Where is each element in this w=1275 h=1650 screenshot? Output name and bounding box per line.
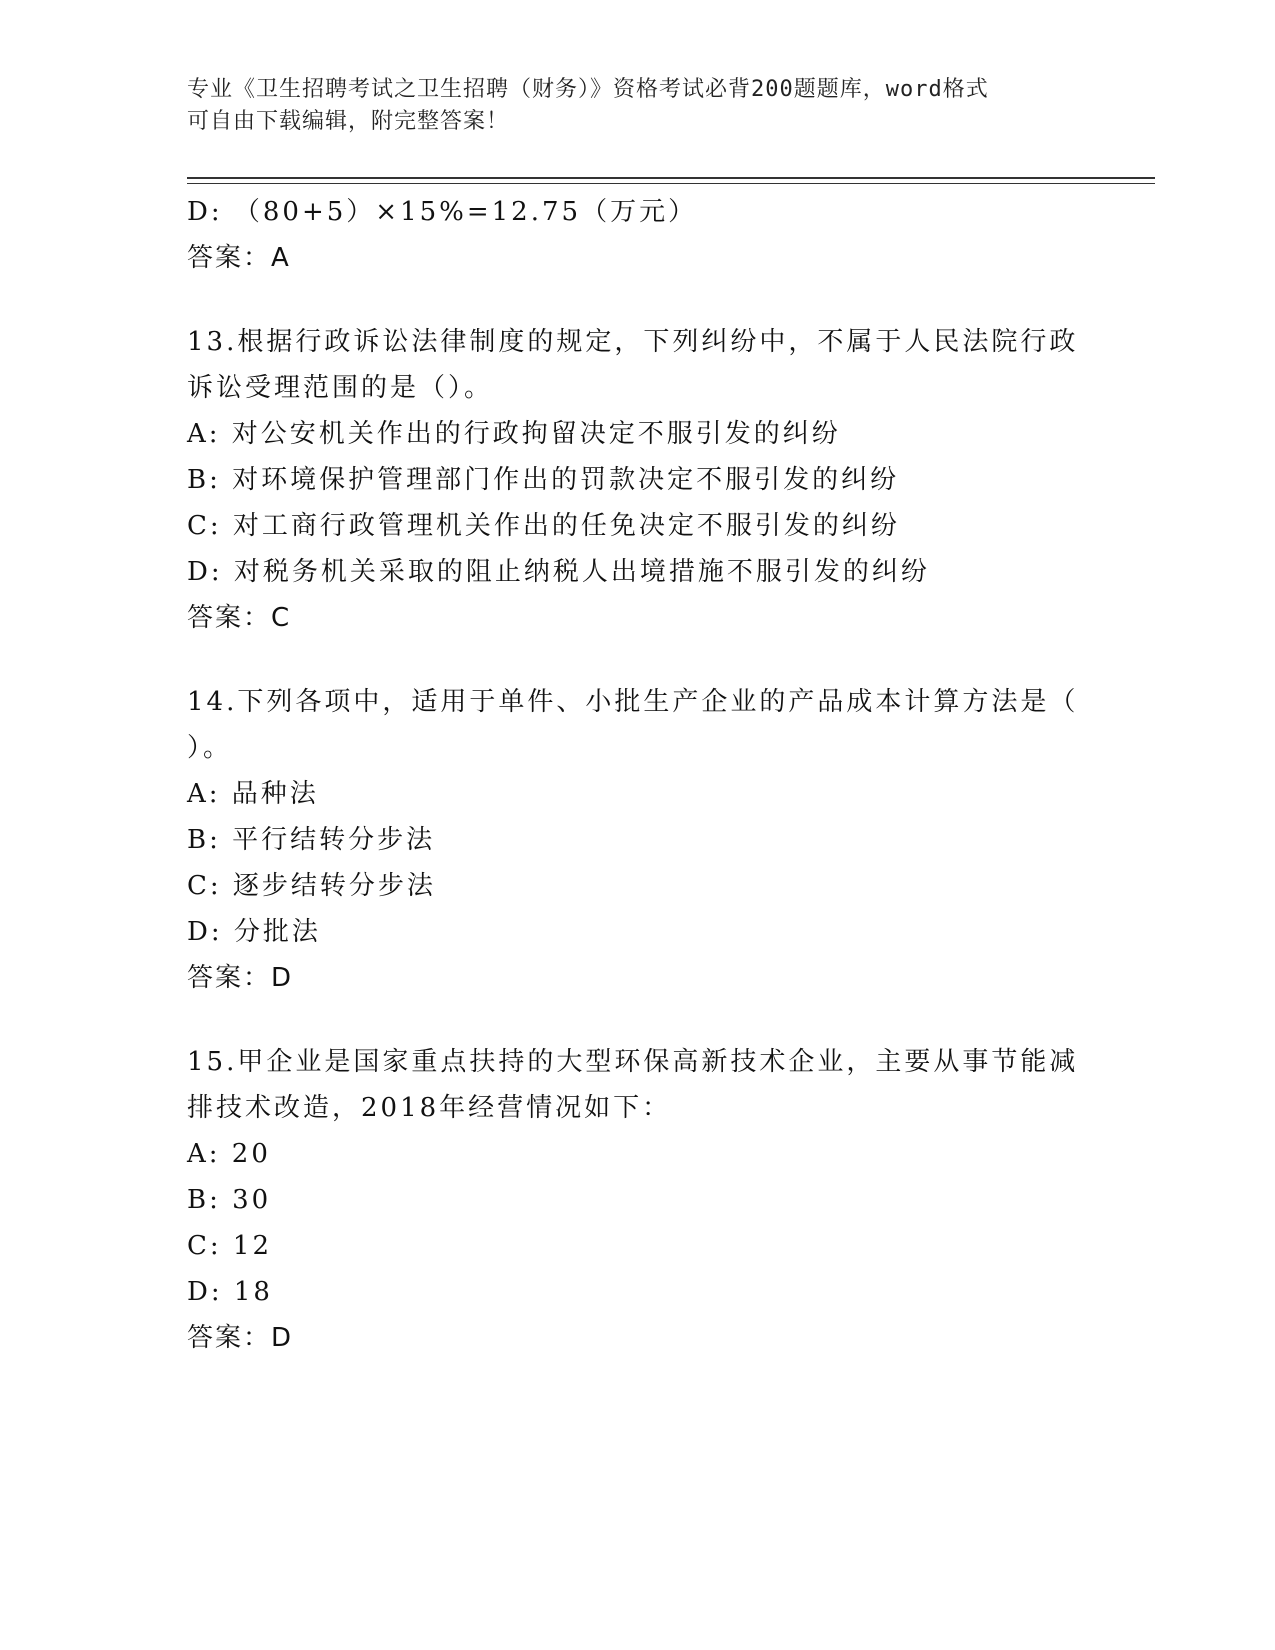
- document-body: [187, 189, 1087, 1361]
- answer-line: 答案：A: [187, 243, 291, 273]
- option-a: A: 品种法: [187, 779, 319, 809]
- answer-line: 答案：C: [187, 603, 292, 633]
- question-15: [187, 1039, 1087, 1361]
- option-b: B: 平行结转分步法: [187, 825, 436, 855]
- header-divider-thick: [187, 177, 1155, 179]
- question-stem-line: 排技术改造，2018年经营情况如下：: [187, 1093, 672, 1123]
- previous-question-tail: [187, 189, 1087, 281]
- question-stem-line: 15.甲企业是国家重点扶持的大型环保高新技术企业，主要从事节能减: [187, 1047, 1079, 1077]
- question-stem-line: 14.下列各项中，适用于单件、小批生产企业的产品成本计算方法是（: [187, 687, 1079, 717]
- option-b: B: 30: [187, 1185, 272, 1215]
- option-a: A: 对公安机关作出的行政拘留决定不服引发的纠纷: [187, 419, 841, 449]
- option-c: C: 对工商行政管理机关作出的任免决定不服引发的纠纷: [187, 511, 900, 541]
- option-c: C: 逐步结转分步法: [187, 871, 436, 901]
- header-title-line-1: 专业《卫生招聘考试之卫生招聘（财务）》资格考试必背200题题库，word格式: [187, 77, 989, 102]
- option-a: A: 20: [187, 1139, 271, 1169]
- answer-line: 答案：D: [187, 963, 294, 993]
- option-d: D: （80+5）×15%=12.75（万元）: [187, 197, 698, 227]
- option-d: D: 对税务机关采取的阻止纳税人出境措施不服引发的纠纷: [187, 557, 930, 587]
- option-d: D: 分批法: [187, 917, 321, 947]
- question-13: [187, 319, 1087, 641]
- question-stem-line: 诉讼受理范围的是（）。: [187, 373, 494, 403]
- header-divider-thin: [187, 183, 1155, 184]
- document-header: [187, 74, 1067, 138]
- header-title-line-2: 可自由下载编辑，附完整答案！: [187, 109, 510, 134]
- option-d: D: 18: [187, 1277, 273, 1307]
- question-14: [187, 679, 1087, 1001]
- question-stem-line: ）。: [187, 733, 233, 763]
- option-c: C: 12: [187, 1231, 273, 1261]
- option-b: B: 对环境保护管理部门作出的罚款决定不服引发的纠纷: [187, 465, 900, 495]
- question-stem-line: 13.根据行政诉讼法律制度的规定，下列纠纷中，不属于人民法院行政: [187, 327, 1079, 357]
- answer-line: 答案：D: [187, 1323, 294, 1353]
